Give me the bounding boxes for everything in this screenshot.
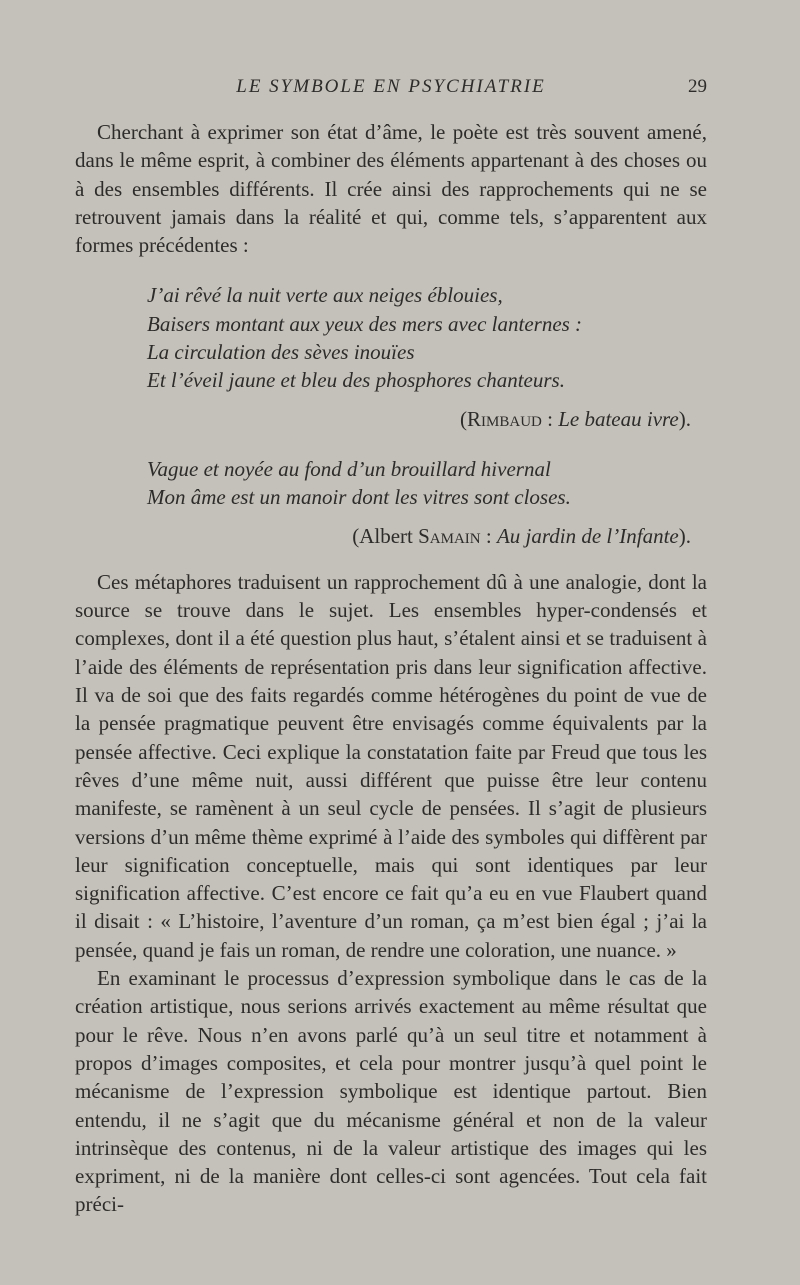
verse-line: Baisers montant aux yeux des mers avec lanternes : <box>147 311 583 336</box>
page-header <box>75 76 707 104</box>
verse-line: Vague et noyée au fond d’un brouillard hivernal <box>147 456 551 481</box>
body-text <box>75 118 707 1219</box>
citation-author: Samain <box>418 523 481 548</box>
verse-line: La circulation des sèves inouïes <box>147 340 415 365</box>
paragraph-1: Cherchant à exprimer son état d’âme, le poète est très souvent amené, dans le même esprit, à combiner des éléments appartenant à des choses ou à des ensembles différents. Il crée ainsi des rapprochements qui ne se retrouvent jamais dans la réalité et qui, comme tels, s’apparentent aux formes précédentes : <box>75 120 707 258</box>
citation-rimbaud <box>75 405 691 433</box>
citation-separator: : <box>541 406 559 431</box>
citation-close: ). <box>678 523 691 548</box>
verse-line: Et l’éveil jaune et bleu des phosphores chanteurs. <box>147 368 565 393</box>
page-number: 29 <box>688 76 707 97</box>
paragraph-2: Ces métaphores traduisent un rapprochement dû à une analogie, dont la source se trouve dans le sujet. Les ensembles hyper-condensés et complexes, dont il a été question plus haut, s’étalent ainsi et se traduisent à l’aide des éléments de représentation pris dans leur signification affective. Il va de soi que des faits regardés comme hétérogènes du point de vue de la pensée pragmatique peuvent être envisagés comme équivalents par la pensée affective. Ceci explique la constatation faite par Freud que tous les rêves d’une même nuit, aussi différent que puisse être leur contenu manifeste, se ramènent à un seul cycle de pensées. Il s’agit de plusieurs versions d’un même thème exprimé à l’aide des symboles qui diffèrent par leur signification conceptuelle, mais qui sont identiques par leur signification affective. C’est encore ce fait qu’a eu en vue Flaubert quand il disait : « L’histoire, l’aventure d’un roman, ça m’est bien égal ; j’ai la pensée, quand je fais un roman, de rendre une coloration, une nuance. » <box>75 569 707 962</box>
citation-open: (Albert <box>352 523 419 548</box>
verse-line: Mon âme est un manoir dont les vitres sont closes. <box>147 485 571 510</box>
citation-close: ). <box>678 406 691 431</box>
citation-author: Rimbaud <box>467 406 542 431</box>
citation-open: ( <box>460 406 468 431</box>
citation-work: Au jardin de l’Infante <box>496 523 679 548</box>
citation-samain <box>75 522 691 550</box>
verse-line: J’ai rêvé la nuit verte aux neiges éblouies, <box>147 283 503 308</box>
verse-quote-samain <box>147 455 707 512</box>
citation-separator: : <box>480 523 497 548</box>
verse-quote-rimbaud <box>147 281 707 394</box>
running-title: LE SYMBOLE EN PSYCHIATRIE <box>236 76 546 97</box>
citation-work: Le bateau ivre <box>558 406 679 431</box>
paragraph-3: En examinant le processus d’expression symbolique dans le cas de la création artistique, nous serions arrivés exactement au même résultat que pour le rêve. Nous n’en avons parlé qu’à un seul titre et notamment à propos d’images composites, et cela pour montrer jusqu’à quel point le mécanisme de l’expression symbolique est identique partout. Bien entendu, il ne s’agit que du mécanisme général et non de la valeur intrinsèque des contenus, ni de la valeur artistique des images qui les expriment, ni de la manière dont celles-ci sont agencées. Tout cela fait préci- <box>75 966 707 1217</box>
